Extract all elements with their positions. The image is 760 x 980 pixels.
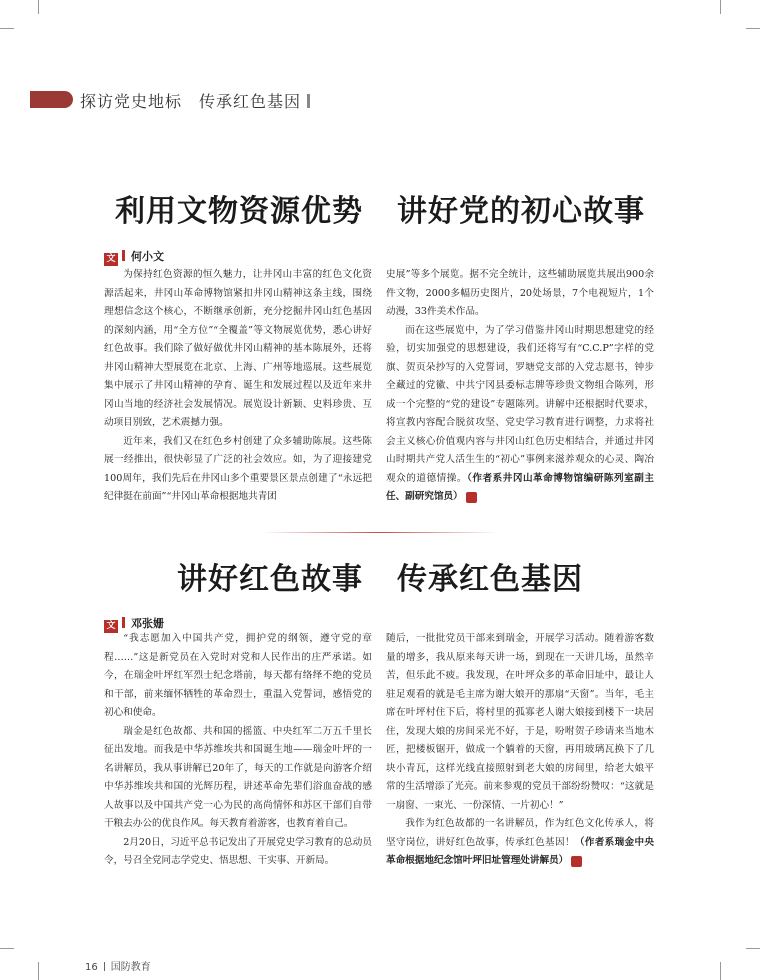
crop-mark — [720, 962, 721, 980]
author-note: （作者系井冈山革命博物馆编研陈列室副主任、副研究馆员） — [386, 472, 655, 502]
paragraph-text: 我作为红色故都的一名讲解员，作为红色文化传承人，将坚守岗位，讲好红色故事，传承红色基因！ — [386, 818, 654, 848]
article-divider — [260, 532, 500, 533]
paragraph: 近年来，我们又在红色乡村创建了众多辅助陈展。这些陈展一经推出，很快彰显了广泛的社会效应。如，为了迎接建党100周年，我们先后在井冈山多个重要景区景点创建了“永远把纪律挺在前面”“井冈山革命根据地共青团 — [104, 435, 372, 502]
page-footer — [85, 958, 151, 973]
article1-headline — [0, 186, 760, 230]
crop-mark — [0, 948, 14, 949]
paragraph: “我志愿加入中国共产党，拥护党的纲领，遵守党的章程……”这是新党员在入党时对党和人民作出的庄严承诺。如今，在瑞金叶坪红军烈士纪念塔前，每天都有络绎不绝的党员和干部，前来缅怀牺牲的革命烈士，重温入党誓词，感悟党的初心和使命。 — [104, 633, 372, 718]
page-number: 16 — [85, 962, 98, 973]
article1-byline — [104, 248, 164, 266]
paragraph — [386, 322, 654, 507]
crop-mark — [746, 948, 760, 949]
paragraph — [386, 815, 654, 871]
paragraph: 2月20日，习近平总书记发出了开展党史学习教育的总动员令，号召全党同志学党史、悟思想、干实事、开新局。 — [104, 836, 372, 866]
paragraph: 为保持红色资源的恒久魅力，让井冈山丰富的红色文化资源活起来，井冈山革命博物馆紧扣井冈山精神这条主线，围绕理想信念这个核心，不断继承创新，充分挖掘井冈山红色基因的深刻内涵，用“全方位”“全覆盖”等文物展览优势，悉心讲好红色故事。我们除了做好做优井冈山精神的基本陈展外，还将井冈山精神大型展览在北京、上海、广州等地巡展。这些展览集中展示了井冈山精神的孕育、诞生和发展过程以及近年来井冈山当地的经济社会发展情况。展览设计新颖、史料珍贵、互动项目别致，艺术震撼力强。 — [104, 269, 372, 428]
paragraph: 随后，一批批党员干部来到瑞金，开展学习活动。随着游客数量的增多，我从原来每天讲一场，到现在一天讲几场，虽然辛苦，但乐此不疲。我发现，在叶坪众多的革命旧址中，最让人驻足观看的就是毛主席为谢大娘开的那扇“天窗”。当年，毛主席在叶坪村住下后，将村里的孤寡老人谢大娘接到楼下一块居住，发现大娘的房间采光不好，于是，吩咐贺子珍请来当地木匠，把楼板锯开，做成一个躺着的天窗，再用玻璃瓦换下了几块小青瓦，这样光线直接照射到老大娘的房间里，给老大娘平常的生活增添了光亮。前来参观的党员干部纷纷赞叹：“这就是一扇窗、一束光、一份深情、一片初心！” — [386, 633, 654, 811]
article2-author-badge: 文 — [104, 620, 118, 633]
crop-mark — [746, 28, 760, 29]
article2-left-column — [104, 630, 372, 871]
crop-mark — [0, 28, 14, 29]
section-header-title: 探访党史地标 传承红色基因 — [80, 92, 302, 111]
article1-author: 何小文 — [131, 250, 164, 263]
crop-mark — [38, 0, 39, 14]
section-header-bar — [30, 91, 73, 108]
article1-left-column — [104, 266, 372, 507]
byline-tick — [122, 617, 125, 628]
crop-mark — [38, 962, 39, 980]
paragraph-text: 而在这些展览中，为了学习借鉴井冈山时期思想建党的经验，切实加强党的思想建设，我们还将写有“C.C.P”字样的党旗、贺页朵抄写的入党誓词，罗塘党支部的入党志愿书，钟步全藏过的党徽、中共宁冈县委标志牌等珍贵文物组合陈列，形成一个完整的“党的建设”专题陈列。讲解中还根据时代要求，将宣教内容配合脱贫攻坚、党史学习教育进行调整，力求将社会主义核心价值观内容与井冈山红色历史相结合，并通过井冈山时期共产党人活生生的“初心”事例来滋养观众的心灵、陶冶观众的道德情操。 — [386, 324, 654, 484]
article1-title-part2: 讲好党的初心故事 — [397, 194, 645, 229]
magazine-name: 国防教育 — [110, 962, 151, 973]
author-note: （作者系瑞金中央革命根据地纪念馆叶坪旧址管理处讲解员） — [386, 836, 655, 866]
paragraph: 瑞金是红色故都、共和国的摇篮、中央红军二万五千里长征出发地。而我是中华苏维埃共和国诞生地——瑞金叶坪的一名讲解员，我从事讲解已20年了，每天的工作就是向游客介绍中华苏维埃共和国的光辉历程，讲述革命先辈们浴血奋战的感人故事以及中国共产党一心为民的高尚情怀和苏区干部们自带干粮去办公的优良作风。每天教育着游客，也教育着自己。 — [104, 725, 372, 829]
article1-right-column — [386, 266, 654, 507]
article1-author-badge: 文 — [104, 253, 118, 266]
section-header-tick — [307, 94, 310, 108]
article1-title-part1: 利用文物资源优势 — [115, 194, 363, 229]
paragraph: 史展”等多个展览。据不完全统计，这些辅助展览共展出900余件文物，2000多幅历史图片，20处场景，7个电视短片，1个动漫，33件美术作品。 — [386, 269, 654, 317]
article2-author: 邓张姗 — [131, 617, 164, 630]
section-header — [80, 89, 310, 112]
article2-title-part2: 传承红色基因 — [397, 562, 583, 597]
crop-mark — [720, 0, 721, 14]
article2-right-column — [386, 630, 654, 871]
article2-headline — [0, 554, 760, 598]
magazine-logo-icon: G — [466, 492, 477, 503]
byline-tick — [122, 250, 125, 261]
magazine-logo-icon: G — [571, 856, 582, 867]
article2-title-part1: 讲好红色故事 — [177, 562, 363, 597]
